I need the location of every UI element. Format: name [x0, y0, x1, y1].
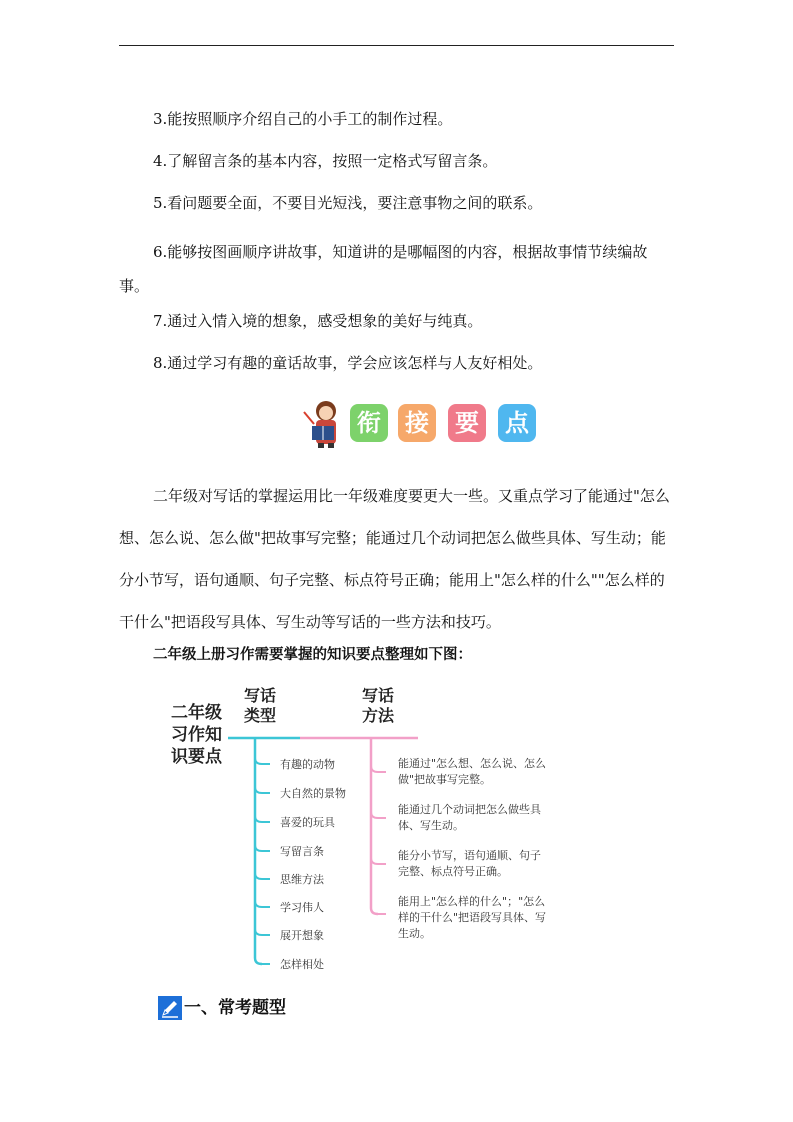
- type-item: 学习伟人: [280, 901, 324, 914]
- banner-char-3: 要: [448, 404, 486, 442]
- objective-7: 7.通过入情入境的想象，感受想象的美好与纯真。: [153, 312, 483, 330]
- type-item: 怎样相处: [280, 958, 324, 971]
- pen-icon: [158, 996, 182, 1020]
- teacher-reading-icon: [300, 398, 344, 448]
- type-item: 思维方法: [280, 873, 324, 886]
- header-rule: [119, 45, 674, 46]
- method-item: 能分小节写，语句通顺、句子完整、标点符号正确。: [398, 849, 541, 878]
- banner-char-4: 点: [498, 404, 536, 442]
- intro-paragraph: 二年级对写话的掌握运用比一年级难度要更大一些。又重点学习了能通过"怎么想、怎么说、怎么做"把故事写完整；能通过几个动词把怎么做些具体、写生动；能分小节写，语句通顺、句子完整、标点符号正确；能用上"怎么样的什么""怎么样的干什么"把语段写具体、写生动等写话的一些方法和技巧。: [119, 487, 670, 631]
- type-item: 写留言条: [280, 845, 324, 858]
- type-item: 喜爱的玩具: [280, 816, 335, 829]
- type-item: 有趣的动物: [280, 758, 335, 771]
- mindmap-type-head: 写话类型: [244, 686, 277, 725]
- banner-char-2: 接: [398, 404, 436, 442]
- method-item: 能用上"怎么样的什么"；"怎么样的干什么"把语段写具体、写生动。: [398, 895, 547, 940]
- knowledge-mindmap: [160, 680, 560, 975]
- objective-8: 8.通过学习有趣的童话故事，学会应该怎样与人友好相处。: [153, 354, 543, 372]
- objective-3: 3.能按照顺序介绍自己的小手工的制作过程。: [153, 110, 453, 128]
- objective-6: 6.能够按图画顺序讲故事，知道讲的是哪幅图的内容，根据故事情节续编故事。: [119, 243, 648, 295]
- method-item: 能通过"怎么想、怎么说、怎么做"把故事写完整。: [398, 757, 547, 786]
- objective-5: 5.看问题要全面，不要目光短浅，要注意事物之间的联系。: [153, 194, 543, 212]
- method-item: 能通过几个动词把怎么做些具体、写生动。: [398, 803, 541, 832]
- type-item: 大自然的景物: [280, 787, 346, 800]
- objective-4: 4.了解留言条的基本内容，按照一定格式写留言条。: [153, 152, 498, 170]
- mindmap-root: 二年级习作知识要点: [171, 703, 222, 767]
- mindmap-method-head: 写话方法: [362, 686, 395, 725]
- summary-heading: 二年级上册习作需要掌握的知识要点整理如下图：: [153, 647, 472, 663]
- banner-char-1: 衔: [350, 404, 388, 442]
- section-title: 一、常考题型: [184, 998, 286, 1018]
- type-item: 展开想象: [280, 929, 324, 942]
